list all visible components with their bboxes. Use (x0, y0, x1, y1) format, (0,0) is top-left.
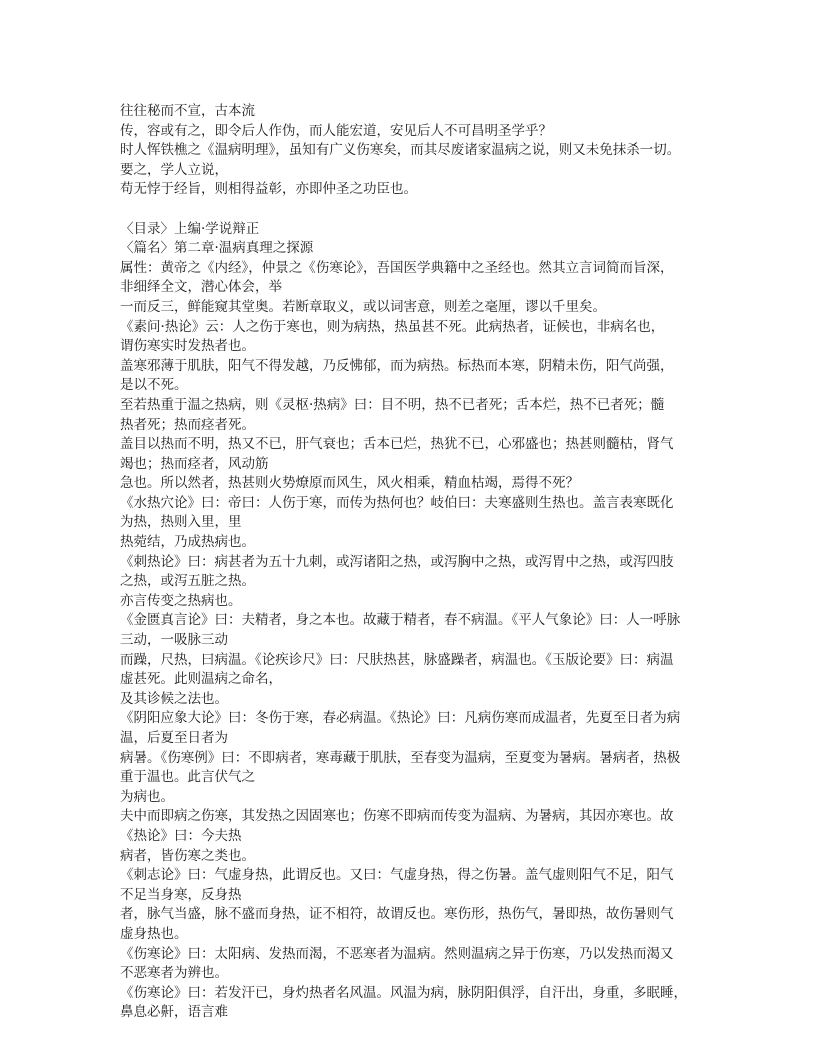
text-line: 为病也。 (120, 788, 174, 805)
text-line: 〈篇名〉第二章·温病真理之探源 (120, 240, 314, 257)
text-line: 虚身热也。 (120, 925, 188, 942)
text-line: 《刺志论》曰：气虚身热，此谓反也。又曰：气虚身热，得之伤暑。盖气虚则阳气不足，阳气 (120, 867, 674, 884)
text-line: 《刺热论》曰：病甚者为五十九刺，或泻诸阳之热，或泻胸中之热，或泻胃中之热，或泻四肢 (120, 553, 674, 570)
text-line: 竭也；热而痉者，风动筋 (120, 455, 269, 472)
blank-line (120, 200, 700, 220)
text-line: 温，后夏至日者为 (120, 730, 228, 746)
text-line: 急也。所以然者，热甚则火势燎原而风生，风火相乘，精血枯竭，焉得不死？ (120, 475, 579, 492)
text-line: 虚甚死。此则温病之命名， (120, 671, 282, 688)
text-line: 苟无悖于经旨，则相得益彰，亦即仲圣之功臣也。 (120, 181, 417, 198)
text-line: 时人恽铁樵之《温病明理》，虽知有广义伤寒矣，而其尽废诸家温病之说，则又未免抹杀一切。 (120, 142, 681, 159)
text-line: 盖目以热而不明，热又不已，肝气衰也；舌本已烂，热犹不已，心邪盛也；热甚则髓枯，肾气 (120, 436, 674, 453)
text-line: 之热，或泻五脏之热。 (120, 573, 255, 590)
text-line: 亦言传变之热病也。 (120, 592, 242, 609)
text-line: 谓伤寒实时发热者也。 (120, 338, 255, 355)
text-line: 往往秘而不宣，古本流 (120, 103, 255, 119)
text-line: 为热，热则入里，里 (120, 514, 242, 531)
text-line: 夫中而即病之伤寒，其发热之因固寒也；伤寒不即病而传变为温病、为暑病，其因亦寒也。故 (120, 808, 674, 825)
text-line: 热者死；热而痉者死。 (120, 416, 255, 433)
text-line: 不恶寒者为辨也。 (120, 965, 228, 982)
text-line: 《水热穴论》曰：帝曰：人伤于寒，而传为热何也？岐伯曰：夫寒盛则生热也。盖言表寒既化 (120, 494, 674, 511)
text-line: 三动，一吸脉三动 (120, 632, 228, 649)
text-line: 《素问·热论》云：人之伤于寒也，则为病热，热虽甚不死。此病热者，证候也，非病名也， (120, 318, 665, 335)
text-line: 病暑。《伤寒例》曰：不即病者，寒毒藏于肌肤，至春变为温病，至夏变为暑病。暑病者，热极 (120, 749, 681, 766)
text-line: 《伤寒论》曰：太阳病、发热而渴，不恶寒者为温病。然则温病之异于伤寒，乃以发热而渴又 (120, 945, 674, 962)
text-line: 是以不死。 (120, 377, 188, 394)
text-line: 《阴阳应象大论》曰：冬伤于寒，春必病温。《热论》曰：凡病伤寒而成温者，先夏至日者为病 (120, 710, 681, 727)
text-line: 一而反三，鲜能窥其堂奥。若断章取义，或以词害意，则差之毫厘，谬以千里矣。 (120, 298, 606, 315)
text-line: 〈目录〉上编·学说辩正 (120, 220, 260, 237)
document-page (120, 102, 700, 1023)
text-line: 非细绎全文，潜心体会，举 (120, 279, 282, 296)
text-line: 者，脉气当盛，脉不盛而身热，证不相符，故谓反也。寒伤形，热伤气，暑即热，故伤暑则气 (120, 906, 674, 923)
text-line: 《伤寒论》曰：若发汗已，身灼热者名风温。风温为病，脉阴阳俱浮，自汗出，身重，多眠睡， (120, 984, 687, 1001)
text-line: 鼻息必鼾，语言难 (120, 1004, 228, 1021)
text-line: 要之，学人立说， (120, 161, 228, 178)
text-line: 热菀结，乃成热病也。 (120, 534, 255, 551)
text-line: 传，容或有之，即令后人作伪，而人能宏道，安见后人不可昌明圣学乎？ (120, 122, 552, 139)
text-line: 不足当身寒，反身热 (120, 886, 242, 903)
text-line: 至若热重于温之热病，则《灵枢·热病》曰：目不明，热不已者死；舌本烂，热不已者死；髓 (120, 396, 665, 413)
text-line: 《金匮真言论》曰：夫精者，身之本也。故藏于精者，春不病温。《平人气象论》曰：人一呼脉 (120, 612, 681, 629)
text-line: 属性：黄帝之《内经》，仲景之《伤寒论》，吾国医学典籍中之圣经也。然其立言词简而旨深， (120, 259, 674, 276)
text-line: 《热论》曰：今夫热 (120, 827, 242, 844)
text-line: 病者，皆伤寒之类也。 (120, 847, 255, 864)
text-line: 而躁，尺热，曰病温。《论疾诊尺》曰：尺肤热甚，脉盛躁者，病温也。《玉版论要》曰：病温 (120, 651, 674, 668)
text-line: 重于温也。此言伏气之 (120, 769, 255, 786)
text-line: 盖寒邪薄于肌肤，阳气不得发越，乃反怫郁，而为病热。标热而本寒，阴精未伤，阳气尚强， (120, 357, 674, 374)
text-line: 及其诊候之法也。 (120, 690, 228, 707)
